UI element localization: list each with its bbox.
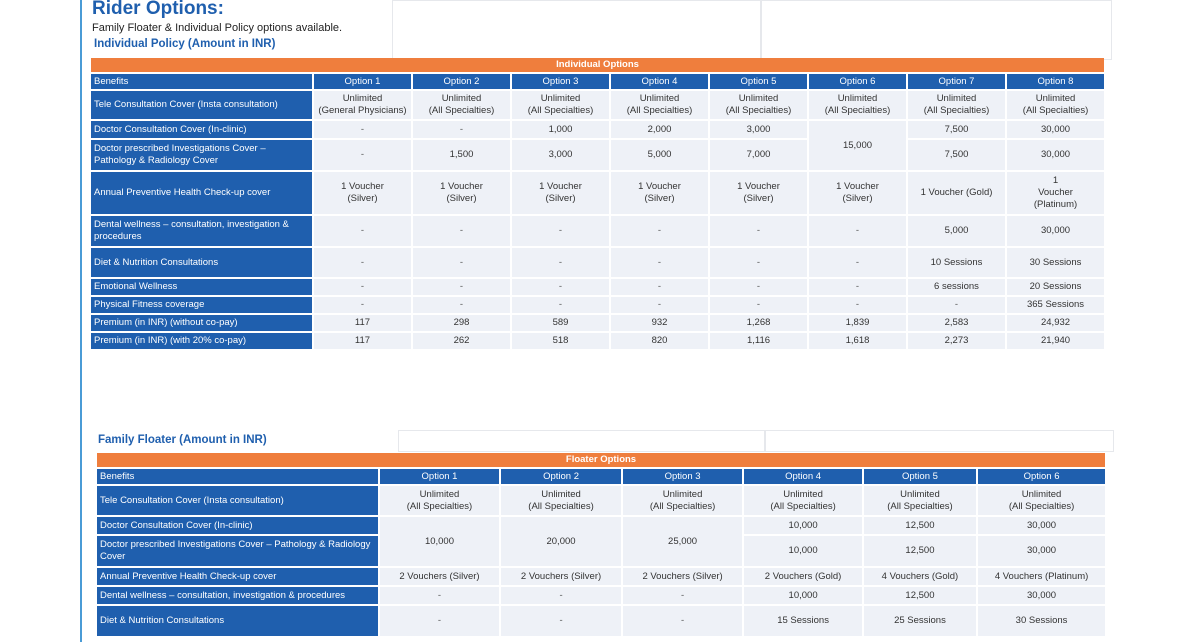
table-cell: 2,000 (611, 121, 708, 138)
table-cell: - (512, 216, 609, 246)
table-cell: 3,000 (710, 121, 807, 138)
table-cell: - (710, 279, 807, 295)
table-cell: Unlimited (All Specialties) (501, 486, 621, 515)
table-cell: 30,000 (1007, 140, 1104, 170)
table-cell: 117 (314, 315, 411, 331)
table-cell: 1,500 (413, 140, 510, 170)
row-label: Premium (in INR) (with 20% co-pay) (91, 333, 312, 349)
table-cell: - (809, 297, 906, 313)
table-cell: 3,000 (512, 140, 609, 170)
table-cell: 2 Vouchers (Silver) (623, 568, 743, 585)
table-cell: - (314, 279, 411, 295)
row-label: Annual Preventive Health Check-up cover (97, 568, 378, 585)
table-cell: - (710, 248, 807, 277)
table-cell: 117 (314, 333, 411, 349)
background-panel (398, 430, 766, 452)
table-cell: 30 Sessions (978, 606, 1105, 636)
row-label: Tele Consultation Cover (Insta consultation) (91, 91, 312, 119)
table-cell: 1 Voucher (Platinum) (1007, 172, 1104, 214)
table-cell: 12,500 (864, 536, 976, 566)
table-cell: 30,000 (1007, 121, 1104, 138)
individual-section-label: Individual Policy (Amount in INR) (94, 38, 276, 50)
table-row (91, 279, 1104, 295)
table-cell: 1,116 (710, 333, 807, 349)
table-cell: - (314, 297, 411, 313)
table-cell: 24,932 (1007, 315, 1104, 331)
table-cell: - (611, 248, 708, 277)
table-cell: 7,500 (908, 140, 1005, 170)
table-cell: 2 Vouchers (Gold) (744, 568, 861, 585)
table-cell: Unlimited (All Specialties) (413, 91, 510, 119)
table-row (91, 172, 1104, 214)
table-cell: 932 (611, 315, 708, 331)
table-cell: 1 Voucher (Gold) (908, 172, 1005, 214)
column-header: Option 5 (864, 469, 976, 484)
table-cell: Unlimited (All Specialties) (611, 91, 708, 119)
row-label: Emotional Wellness (91, 279, 312, 295)
page-title: Rider Options: (92, 0, 224, 19)
table-cell: - (380, 587, 500, 604)
row-label: Annual Preventive Health Check-up cover (91, 172, 312, 214)
row-label: Tele Consultation Cover (Insta consultation) (97, 486, 378, 515)
table-cell: 10 Sessions (908, 248, 1005, 277)
table-row (91, 297, 1104, 313)
table-cell: - (611, 216, 708, 246)
row-label: Doctor Consultation Cover (In-clinic) (91, 121, 312, 138)
merged-table-cell: 25,000 (623, 517, 743, 566)
table-cell: 2 Vouchers (Silver) (501, 568, 621, 585)
page-subtitle: Family Floater & Individual Policy options available. (92, 22, 343, 34)
table-cell: 5,000 (611, 140, 708, 170)
table-cell: - (908, 297, 1005, 313)
table-cell: 1 Voucher (Silver) (611, 172, 708, 214)
table-cell: 30,000 (978, 536, 1105, 566)
table-cell: 6 sessions (908, 279, 1005, 295)
table-cell: - (710, 216, 807, 246)
table-cell: - (413, 216, 510, 246)
table-cell: 20 Sessions (1007, 279, 1104, 295)
table-cell: Unlimited (All Specialties) (908, 91, 1005, 119)
table-cell: 1 Voucher (Silver) (314, 172, 411, 214)
table-cell: 4 Vouchers (Gold) (864, 568, 976, 585)
column-header: Option 3 (623, 469, 743, 484)
row-label: Doctor prescribed Investigations Cover – Pathology & Radiology Cover (91, 140, 312, 170)
table-row (91, 91, 1104, 119)
merged-table-cell: 20,000 (501, 517, 621, 566)
table-cell: 10,000 (744, 536, 861, 566)
table-cell: Unlimited (All Specialties) (978, 486, 1105, 515)
column-header: Option 8 (1007, 74, 1104, 89)
row-label: Doctor Consultation Cover (In-clinic) (97, 517, 378, 534)
table-cell: - (809, 248, 906, 277)
row-label: Dental wellness – consultation, investigation & procedures (91, 216, 312, 246)
table-cell: - (623, 606, 743, 636)
table-cell: 2 Vouchers (Silver) (380, 568, 500, 585)
table-cell: - (611, 279, 708, 295)
table-cell: 10,000 (744, 517, 861, 534)
table-cell: 1,268 (710, 315, 807, 331)
table-row (97, 486, 1105, 515)
table-cell: 30,000 (1007, 216, 1104, 246)
table-cell: 1 Voucher (Silver) (512, 172, 609, 214)
column-header: Option 4 (744, 469, 861, 484)
column-header: Option 2 (501, 469, 621, 484)
column-header: Option 3 (512, 74, 609, 89)
table-cell: - (623, 587, 743, 604)
table-cell: 1 Voucher (Silver) (710, 172, 807, 214)
row-label: Doctor prescribed Investigations Cover – Pathology & Radiology Cover (97, 536, 378, 566)
table-cell: 365 Sessions (1007, 297, 1104, 313)
table-cell: - (413, 279, 510, 295)
table-header-row (91, 74, 1104, 89)
table-cell: 262 (413, 333, 510, 349)
table-caption: Individual Options (91, 58, 1104, 72)
table-cell: - (809, 216, 906, 246)
table-cell: - (501, 606, 621, 636)
column-header: Option 7 (908, 74, 1005, 89)
table-row (91, 121, 1104, 138)
table-cell: - (710, 297, 807, 313)
table-cell: 10,000 (744, 587, 861, 604)
individual-options-table (89, 56, 1106, 351)
column-header: Option 2 (413, 74, 510, 89)
table-cell: 4 Vouchers (Platinum) (978, 568, 1105, 585)
table-cell: - (314, 248, 411, 277)
table-row (97, 568, 1105, 585)
row-label: Diet & Nutrition Consultations (91, 248, 312, 277)
table-cell: 30,000 (978, 587, 1105, 604)
column-header: Option 6 (978, 469, 1105, 484)
table-row (91, 248, 1104, 277)
table-cell: - (512, 297, 609, 313)
table-cell: - (314, 121, 411, 138)
table-cell: - (512, 279, 609, 295)
column-header: Option 1 (380, 469, 500, 484)
table-cell: 1,839 (809, 315, 906, 331)
table-caption: Floater Options (97, 453, 1105, 467)
table-cell: 7,000 (710, 140, 807, 170)
table-cell: 589 (512, 315, 609, 331)
column-header: Option 6 (809, 74, 906, 89)
table-cell: 30 Sessions (1007, 248, 1104, 277)
table-cell: 1 Voucher (Silver) (809, 172, 906, 214)
table-cell: 25 Sessions (864, 606, 976, 636)
table-cell: 1,618 (809, 333, 906, 349)
column-header: Benefits (91, 74, 312, 89)
column-header: Benefits (97, 469, 378, 484)
left-accent-rule (80, 0, 82, 642)
background-panel (392, 0, 762, 60)
table-row (91, 333, 1104, 349)
table-cell: 518 (512, 333, 609, 349)
table-row (91, 216, 1104, 246)
row-label: Premium (in INR) (without co-pay) (91, 315, 312, 331)
column-header: Option 4 (611, 74, 708, 89)
table-cell: 7,500 (908, 121, 1005, 138)
background-panel (764, 430, 1114, 452)
table-cell: Unlimited (All Specialties) (809, 91, 906, 119)
floater-section-label: Family Floater (Amount in INR) (98, 434, 267, 446)
row-label: Dental wellness – consultation, investigation & procedures (97, 587, 378, 604)
merged-table-cell: 10,000 (380, 517, 500, 566)
table-header-row (97, 469, 1105, 484)
table-cell: 1 Voucher (Silver) (413, 172, 510, 214)
table-cell: 2,583 (908, 315, 1005, 331)
table-cell: Unlimited (All Specialties) (744, 486, 861, 515)
table-cell: 2,273 (908, 333, 1005, 349)
table-caption-row (97, 453, 1105, 467)
table-cell: Unlimited (All Specialties) (864, 486, 976, 515)
table-cell: Unlimited (All Specialties) (512, 91, 609, 119)
table-cell: 30,000 (978, 517, 1105, 534)
table-cell: 5,000 (908, 216, 1005, 246)
table-row (97, 517, 1105, 534)
table-row (97, 587, 1105, 604)
table-cell: - (611, 297, 708, 313)
table-cell: - (809, 279, 906, 295)
table-cell: Unlimited (General Physicians) (314, 91, 411, 119)
table-cell: - (314, 140, 411, 170)
table-cell: 12,500 (864, 587, 976, 604)
table-caption-row (91, 58, 1104, 72)
table-row (97, 606, 1105, 636)
row-label: Diet & Nutrition Consultations (97, 606, 378, 636)
table-cell: 15 Sessions (744, 606, 861, 636)
table-cell: 21,940 (1007, 333, 1104, 349)
table-cell: 298 (413, 315, 510, 331)
table-cell: Unlimited (All Specialties) (623, 486, 743, 515)
table-cell: - (314, 216, 411, 246)
merged-table-cell: 15,000 (809, 121, 906, 170)
table-cell: Unlimited (All Specialties) (710, 91, 807, 119)
table-row (91, 315, 1104, 331)
table-cell: - (501, 587, 621, 604)
table-cell: - (413, 248, 510, 277)
column-header: Option 5 (710, 74, 807, 89)
column-header: Option 1 (314, 74, 411, 89)
table-cell: - (380, 606, 500, 636)
table-cell: - (413, 297, 510, 313)
background-panel (760, 0, 1112, 60)
table-cell: Unlimited (All Specialties) (380, 486, 500, 515)
table-row (91, 140, 1104, 170)
table-cell: 1,000 (512, 121, 609, 138)
table-cell: 12,500 (864, 517, 976, 534)
table-cell: 820 (611, 333, 708, 349)
table-cell: - (413, 121, 510, 138)
table-cell: Unlimited (All Specialties) (1007, 91, 1104, 119)
floater-options-table (95, 451, 1107, 638)
row-label: Physical Fitness coverage (91, 297, 312, 313)
table-cell: - (512, 248, 609, 277)
